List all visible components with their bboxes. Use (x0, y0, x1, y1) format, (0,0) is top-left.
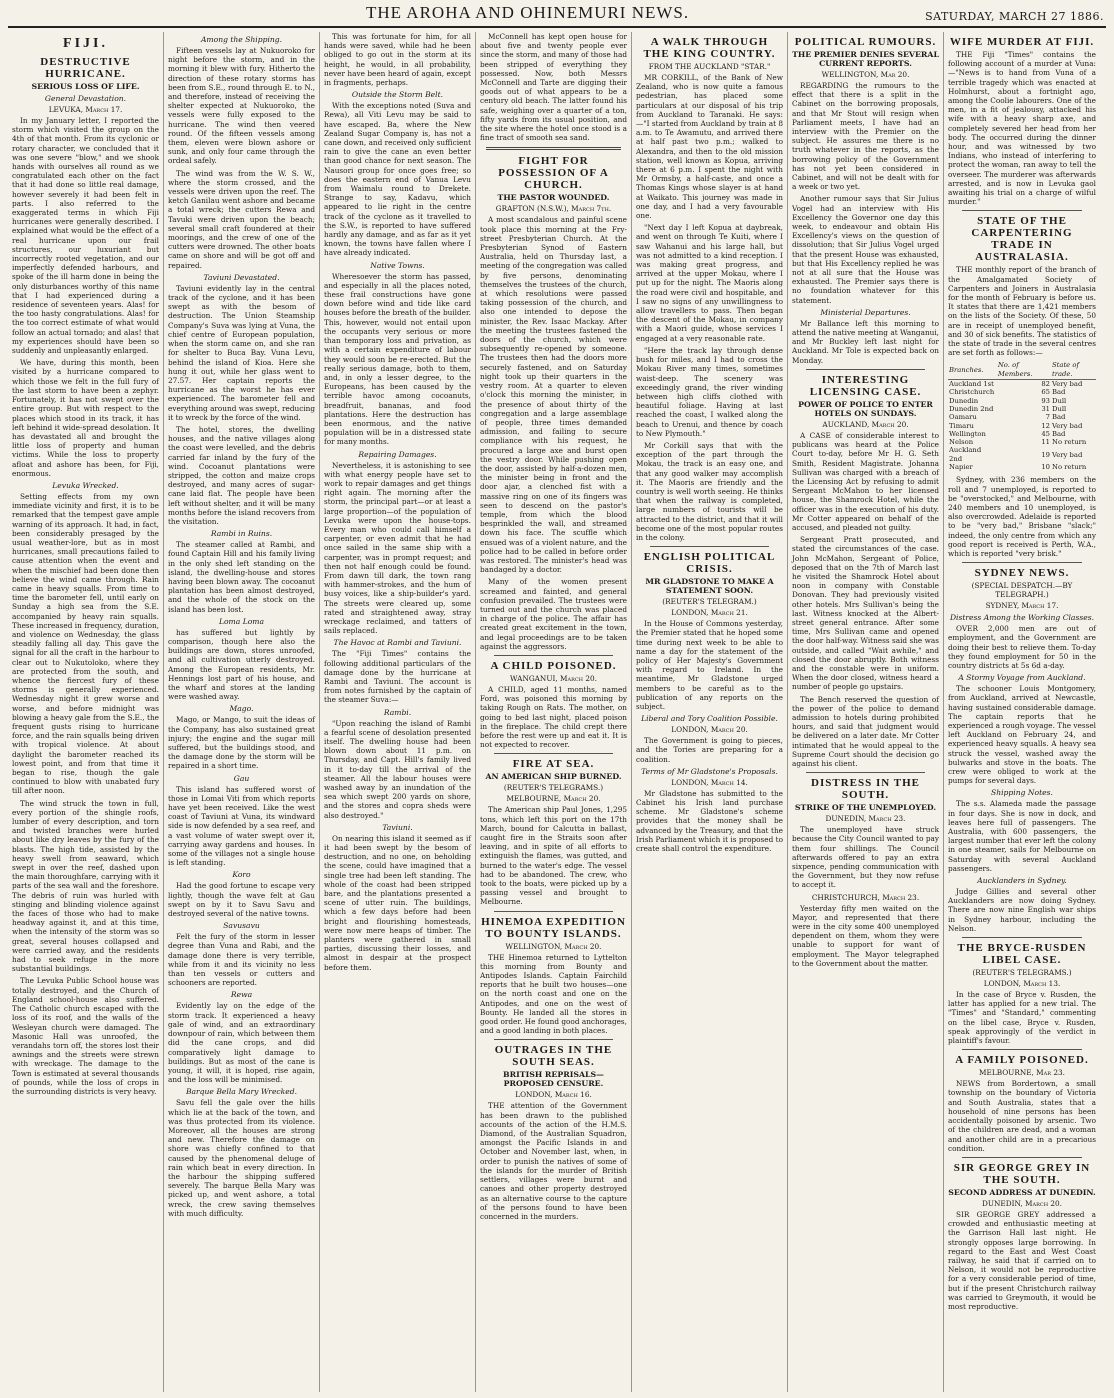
paragraph: Judge Gillies and several other Aucklanders are now doing Sydney. There are now nine English war ships in Sydney harbour, including the Nelson. (948, 887, 1096, 933)
divider (806, 772, 925, 773)
paragraph: Nevertheless, it is astonishing to see with what energy people have set to work to repair damages and get things right again. The morning after the storm, the principal part—or at least a large proportion—of the population of Levuka were upon the house-tops. Every man who could call himself a carpenter, or even admit that he had once sailed in the same ship with a carpenter, was in prompt request; and then not half enough could be found. From dawn till dark, the town rang with hammer-strokes, and the hum of busy voices, like a ship-builder's yard. The streets were cleared up, some rated and straightened away, stray wreckage reclaimed, and tatters of sails replaced. (324, 460, 471, 636)
newspaper-title: THE AROHA AND OHINEMURI NEWS. (365, 3, 690, 22)
paragraph: THE attention of the Government has been drawn to the published accounts of the action of the H.M.S. Diamond, of the Australian Squadron, amongst the Pacific Islands in and October and November last, when, in order to punish the natives of some of the islands for the murder of British settlers, villages were burnt and canoes and other property destroyed as an alternative course to the capture of the persons found to have been concerned in the murders. (480, 1101, 627, 1221)
section-shipping: Among the Shipping. (200, 35, 283, 44)
table-cell: Very bad (1052, 421, 1083, 430)
table-cell: Bad (1052, 413, 1066, 422)
dateline: WANGANUI, March 20. (510, 673, 597, 683)
table-cell: Timaru (949, 421, 974, 430)
table-row (948, 413, 1096, 421)
table-cell: Nelson (949, 438, 974, 447)
divider (494, 911, 613, 912)
table-row (948, 405, 1096, 413)
paragraph: "Here the track lay through dense bush for miles, and I had to cross the Mokau River many times, sometimes waist-deep. The scenery was exceedingly grand, the river winding between high cliffs clothed with beautiful foliage. Having at last reached the coast, I walked along the beach to Urenui, and thence by coach to New Plymouth." (636, 345, 783, 438)
section-departures: Ministerial Departures. (820, 307, 911, 317)
paragraph: In my January letter, I reported the storm which visited the group on the 4th of that month. From its cyclonic or rotary character, we concluded that it was one severe "blow," and we shook hands with ourselves all round as we congratulated each other on the fact that it had done so little real damage, however severely it had been felt in parts. I also referred to the exaggerated terms in which Fiji hurricanes were generally described. I explained what would be the effect of a real hurricane upon our frail structures, our luxuriant but incorrectly rooted vegetation, and our imperfectly defended harbours, and spoke of the ill harm done in being the only disturbances worthy of this name that I had experienced during a residence of seventeen years. Alas! for the too hasty congratulations. Alas! for the too correct estimate of what would follow an actual tornado; and alas! that my experiences should have been so suddenly and unpleasantly enlarged. (12, 116, 159, 356)
section-terms: Terms of Mr Gladstone's Proposals. (641, 766, 778, 776)
paragraph: The schooner Louis Montgomery, from Auckland, arrived at Newcastle, having sustained considerable damage. The captain reports that he experienced a rough voyage. The vessel left Auckland on February 24, and experienced heavy squalls. A heavy sea struck the vessel, washed away the bulwarks and stove in the boats. The crew were obliged to work at the pumps for several days. (948, 684, 1097, 786)
section-havoc: The Havoc at Rambi and Taviuni. (333, 638, 462, 648)
paragraph: Savu fell the gale over the hills which lie at the back of the town, and was thus protected from its violence. Moreover, all the houses are strong and new. Therefore the damage on shore was chiefly confined to that caused by the phenomenal deluge of rain which beat in every direction. In the harbour the shipping suffered severely. The barque Bella Mary was picked up, and went ashore, a total wreck, the crew saving themselves with much difficulty. (168, 1098, 315, 1218)
section-rewa: Rewa (230, 990, 253, 1000)
table-row (948, 438, 1096, 446)
paragraph: Mago, or Mango, to suit the ideas of the Company, has also sustained great injury; the engine and the sugar mill suffered, but the buildings stood, and the damage done by the storm will be repaired in a short time. (168, 715, 315, 771)
subhead-outrages: BRITISH REPRISALS—PROPOSED CENSURE. (503, 1070, 604, 1089)
paragraph: This island has suffered worst of those in Lomai Viti from which reports have yet been received. Like the west coast of Taviuni at Vuna, its windward side is now defended by a sea reef, and a vast volume of water swept over it, carrying away gardens and houses. In some of the villages not a single house is left standing. (168, 784, 315, 868)
paragraph: Mr Corkill says that with the exception of the part through the Mokau, the track is an easy one, and that any good walker may accomplish it. The Maoris are friendly and the country is well worth seeing. He thinks that when the railway is completed, large numbers of tourists will be attracted to the district, and that it will become one of the most popular routes in the colony. (636, 440, 783, 542)
paragraph: MR CORKILL, of the Bank of New Zealand, who is now quite a famous pedestrian, has placed some particulars at our disposal of his trip from Auckland to Taranaki. He says:—"I started from Auckland by train at 8 a.m. to Te Awamutu, and arrived there at half past two p.m.; walked to Alexandra, and then to the old mission station, well known as Kopua, arriving there at 6 p.m. I spent the night with Mr Ormsby, a half-caste, and once a Thomas Kings whose slayer is at hand at Waikato. This journey was made in one day, and I had a very favourable one. (636, 73, 783, 221)
section-distress: Distress Among the Working Classes. (949, 613, 1095, 623)
source-line: (SPECIAL DESPATCH.—BY TELEGRAPH.) (971, 581, 1073, 600)
section-stormy: A Stormy Voyage from Auckland. (958, 673, 1086, 683)
section-loma: Loma Loma (218, 616, 265, 626)
paragraph: In the House of Commons yesterday, the Premier stated that he hoped some time during next week to be able to name a day for the statement of the policy of Her Majesty's Government with regard to Ireland. In the meantime, Mr Gladstone urged members to be careful as to the publication of any reports on the subject. (636, 619, 783, 711)
paragraph: Setting effects from my own immediate vicinity and first, it is to be remarked that the tempest gave ample warning of its approach. It had, in fact, been considerably presaged by the usual weather-lore, but as in most hurricanes, small precautions failed to cause attention when the event and when the mischief had been done then believe the wind came through. Rain came in heavy squalls. From time to time the barometer fell, until early on Sunday a high sea from the S.E. accompanied by heavy rain squalls. These increased in frequency, duration, and violence on Wednesday, the glass steadily falling all day. This gave the signal for all the craft in the harbour to clear out to Nukutoloko, where they are protected from the south, and whence the fiercest fury of these storms is generally experienced. Wednesday night it grew worse and worse, and before midnight was blowing a heavy gale from the S.E., the frequent gusts rising to hurricane force, and the rain squalls being driven with tropical violence. At about daylight the barometer reached its lowest point, and from that time it began to rise, though the gale continued to blow with unabated fury till after noon. (12, 491, 159, 796)
paragraph: The Bench reserved the question of the power of the police to demand admission to hotels during prohibited hours, and said that judgment would be delivered on a later date. Mr Cotter intimated that he would appeal to the Supreme Court should the decision go against his client. (792, 694, 939, 768)
dateline: SYDNEY, March 17. (985, 601, 1059, 611)
subhead-fire: AN AMERICAN SHIP BURNED. (485, 772, 622, 782)
table-row (948, 463, 1096, 471)
table-cell: 93 (1041, 396, 1050, 405)
headline-rumours: POLITICAL RUMOURS. (794, 36, 937, 48)
table-cell: Oamaru (949, 413, 977, 422)
paragraph: NEWS from Bordertown, a small township on the boundary of Victoria and South Australia, states that a household of nine persons has been accidentally poisoned by arsenic. Two of the children are dead, and a woman and another child are in a precarious condition. (948, 1079, 1096, 1153)
table-header: State of trade. (1051, 360, 1096, 379)
paragraph: The wind struck the town in full, every portion of the shingle roofs, lumber of every description, and torn and twisted branches were hurled about like dry leaves by the fury of the blasts. The high tide, assisted by the heavy swell from seaward, which swept in over the reef, dashed upon the main thoroughfare, carrying with it parts of the sea wall and the foreshore. The debris of ruin was hurled with stinging and blinding violence against the faces of those who had to make headway against it, and at this time, when the intensity of the storm was so great, several houses collapsed and were carried away, and the residents had to seek refuge in the more substantial buildings. (12, 798, 159, 974)
dateline: MELBOURNE, Mar 23. (979, 1068, 1065, 1078)
divider (962, 1049, 1082, 1050)
column-7 (944, 32, 1100, 1392)
paragraph: Had the good fortune to escape very lightly, though the wave felt at Gau swept on by it to Savu Savu and destroyed several of the native towns. (168, 881, 315, 919)
source-line: (REUTER'S TELEGRAM.) (662, 597, 757, 607)
column-5 (632, 32, 788, 1392)
table-cell: Christchurch (949, 388, 995, 397)
column-6 (788, 32, 944, 1392)
dateline: LONDON, March 21. (671, 608, 748, 618)
headline-church: FIGHT FOR POSSESSION OF A CHURCH. (498, 155, 609, 192)
paragraph: SIR GEORGE GREY addressed a crowded and enthusiastic meeting at the Garrison Hall last night. He strongly opposes large borrowing. In regard to the East and West Coast railway, he said that if carried on to Nelson, it would not be reproductive for a very considerable period of time, but if the present Christchurch railway was carried to Greymouth, it would be most reproductive. (948, 1209, 1096, 1311)
section-taviuni: Taviuni Devastated. (203, 272, 280, 282)
table-cell: No return (1052, 463, 1087, 472)
paragraph: Mr Gladstone has submitted to the Cabinet his Irish land purchase scheme. Mr Gladstone's scheme provides that the money shall be advanced by the Treasury, and that the Irish Parliament which it is proposed to create shall control the expenditure. (636, 788, 783, 854)
table-cell: Auckland 2nd (949, 446, 982, 463)
section-coalition: Liberal and Tory Coalition Possible. (641, 714, 778, 724)
paragraph: Yesterday fifty men waited on the Mayor, and represented that there were in the city some 400 unemployed dependent on them, whom they were unable to support for want of employment. The Mayor telegraphed to the Government about the matter. (792, 903, 939, 968)
paragraph: Wheresoever the storm has passed, and especially in all the places noted, these frail constructions have gone down before wind and tide like card houses before the breath of the builder. This, however, would not entail upon the occupants very serious or more than temporary loss and privation, as with a certain expenditure of labour they would soon be re-erected. But the really serious damage, both to them, and, in only a lesser degree, to the Europeans, has been caused by the terrible havoc among cocoanuts, breadfruit, bananas, and food plantations. Here the destruction has been enormous, and the native population will be in a distressed state for many months. (324, 271, 471, 447)
divider (486, 147, 621, 150)
headline-crisis: ENGLISH POLITICAL CRISIS. (643, 551, 776, 576)
paragraph: REGARDING the rumours to the effect that there is a split in the Cabinet on the borrowing proposals, and that Mr Stout will resign when Parliament meets, I have had an interview with the Premier on the subject. He assures me there is no truth whatever in the reports, as the borrowing policy of the Government has not yet been considered in Cabinet, and will not be dealt with for a week or two yet. (792, 81, 939, 192)
section-gau: Gau (233, 773, 250, 783)
divider (494, 753, 613, 754)
paragraph: Fifteen vessels lay at Nukuoroko for night before the storm, and in the morning it blew with fury. Hitherto the direction of these rotary storms has been from S.E., round through E. to N., and therefore, instead of receiving the shelter expected at Nukuoroko, the vessels were fully exposed to the hurricane. The wind then veered round. Of the fifteen vessels among them, eleven were blown ashore or sunk, and only four came through the ordeal safely. (168, 46, 315, 166)
section-repairs: Repairing Damages. (358, 449, 437, 459)
divider (650, 546, 769, 547)
headline-fire: FIRE AT SEA. (512, 758, 595, 771)
issue-date: SATURDAY, MARCH 27 1886. (925, 10, 1104, 23)
paragraph: Evidently lay on the edge of the storm track. It experienced a heavy gale of wind, and an extraordinary downpour of rain, which between them did the cane crops, and did comparatively light damage to buildings. But as most of the cane is young, it will, it is hoped, rise again, and the loss will be minimised. (168, 1001, 315, 1085)
dateline: AUCKLAND, March 20. (822, 419, 909, 429)
table-cell: 12 (1041, 421, 1050, 430)
dateline: LONDON, March 16. (515, 1090, 592, 1100)
trade-table (948, 360, 1096, 471)
table-header: No. of Members. (997, 360, 1051, 379)
paragraph: On nearing this island it seemed as if it had been swept by the besom of destruction, and no one, on beholding the scene, could have imagined that a single tree had been left standing. The whole of the coast had been stripped bare, and the plantations presented a scene of utter ruin. The buildings, which a few days before had been bright and flourishing homesteads, were now mere heaps of timber. The planters were gathered in small parties, discussing their losses, and almost in despair at the prospect before them. (324, 833, 471, 972)
section-aucklanders: Aucklanders in Sydney. (977, 876, 1067, 886)
paragraph: has suffered but lightly by comparison, though here also the buildings are down, stores unroofed, and all cultivation utterly destroyed. Among the European residents, Mr. Hennings lost part of his house, and the wharf and stores at the landing were washed away. (168, 627, 315, 702)
trade-table-body (948, 380, 1096, 472)
table-header: Branches. (948, 360, 997, 379)
dateline: GRAFTON (N.S.W.), March 7th. (495, 204, 612, 214)
subhead-loss: SERIOUS LOSS OF LIFE. (31, 82, 140, 91)
section-bella-mary: Barque Bella Mary Wrecked. (185, 1087, 298, 1097)
dateline: DUNEDIN, March 20. (982, 1198, 1062, 1208)
dateline: LONDON, March 13. (983, 979, 1061, 989)
table-cell: 65 (1041, 388, 1050, 397)
headline-hurricane: DESTRUCTIVE HURRICANE. (40, 56, 131, 80)
subhead-rumours: THE PREMIER DENIES SEVERAL CURRENT REPORTS. (792, 50, 939, 68)
paragraph: Another rumour says that Sir Julius Vogel had an interview with His Excellency the Governor one day this week, to endeavour and obtain His Excellency's views on the question of dissolution; that Sir Julius Vogel urged that the present House was exhausted, but that His Excellency replied he was not at all sure that the House was exhausted. The Premier says there is no foundation whatever for this statement. (792, 194, 939, 305)
paragraph: Taviuni evidently lay in the central track of the cyclone, and it has been swept as with the besom of destruction. The Union Steamship Company's Suva was lying at Vuna, the chief centre of European population, when the storm came on, and she ran for shelter to Buca Bay. Vuna Levu, behind the island of Kioa. Here she hung it out, while her glass went to 27.57. Her captain reports the hurricane as the worst he has ever experienced. The barometer fell and everything around was swept, reducing it to wreck by the force of the wind. (168, 283, 315, 422)
paragraph: This was fortunate for him, for all hands were saved, while had he been obliged to go out in the storm at its height, he would, in all probability, never have been heard of again, except in fragments, perhaps. (324, 32, 471, 88)
table-row (948, 430, 1096, 438)
section-taviuni-2: Taviuni. (382, 822, 413, 832)
table-cell: Wellington (949, 429, 986, 438)
table-row (948, 397, 1096, 405)
headline-walk: A WALK THROUGH THE KING COUNTRY. (643, 36, 776, 60)
divider (494, 1039, 613, 1040)
paragraph: A CHILD, aged 11 months, named Ford, was poisoned this morning by taking Rough on Rats. The mother, on going to bed last night, placed poison in the fireplace. The child crept there before the rest were up and eat it. It is not expected to recover. (480, 684, 627, 750)
headline-family: A FAMILY POISONED. (955, 1054, 1089, 1067)
dateline: MELBOURNE, March 20. (506, 794, 601, 804)
columns (8, 32, 1106, 1392)
table-row (948, 446, 1096, 463)
section-levuka: Levuka Wrecked. (52, 480, 119, 490)
source-line: FROM THE AUCKLAND "STAR." (648, 62, 771, 71)
table-row (948, 388, 1096, 396)
paragraph: With the exceptions noted (Suva and Rewa), all Viti Levu may be said to have escaped. Ba, where the New Zealand Sugar Company is, has not a cane down, and received only sufficient rain to give the cane an even better than good chance for next season. The Nausori group for once goes free; so does the eastern end of Vanua Levu from Waimalu round to Drekete. Strange to say, Kadavu, which appeared to lie right in the centre track of the cyclone as it travelled to the S.W., is reported to have suffered hardly any damage, and as far as it yet known, the towns have fallen where I have already indicated. (324, 101, 471, 258)
headline-outrages: OUTRAGES IN THE SOUTH SEAS. (494, 1044, 613, 1069)
subhead-distress: STRIKE OF THE UNEMPLOYED. (794, 803, 937, 813)
table-header-row (948, 360, 1096, 379)
section-native-towns: Native Towns. (370, 260, 425, 270)
paragraph: The Levuka Public School house was totally destroyed, and the Church of England school-house also suffered. The Catholic church escaped with the loss of its roof, and the walls of the Wesleyan church were damaged. The Masonic Hall was unroofed, the verandahs torn off, the stores lost their awnings and the streets were strewn with wreckage. The damage to the Town is estimated at several thousands of pounds, while the loss of crops in the surrounding districts is very heavy. (12, 976, 159, 1096)
paragraph: We have, during this month, been visited by a hurricane compared to which those we felt in the full fury of the last storm to have been a zephyr. Fortunately, it has not swept over the entire group. But with respect to the places which stood in its track, it has left behind it wide-spread desolation. It has devastated all and brought the little loss of property and human victims. While the loss to property afloat and ashore has been, for Fiji, enormous. (12, 358, 159, 478)
paragraph: THE Fiji "Times" contains the following account of a murder at Vuna:—"News is to hand from Vuna of a terrible tragedy which was enacted at Holmhurst, about a fortnight ago, among the Coolie labourers. One of the men, in a fit of jealousy, attacked his wife with a heavy sharp axe, and completely severed her head from her body. The occurred during the dinner hour, and was witnessed by two Indians, who instead of interfering to protect the woman, ran away to tell the overseer. The murderer was afterwards arrested, and is now in Levuka gaol awaiting his trial on a charge of wilful murder." (948, 50, 1096, 207)
headline-libel: THE BRYCE-RUSDEN LIBEL CASE. (957, 942, 1087, 967)
table-cell: Dunedin 2nd (949, 404, 994, 413)
section-shipping-notes: Shipping Notes. (991, 788, 1053, 798)
table-row (948, 422, 1096, 430)
paragraph: The Government is going to pieces, and the Tories are preparing for a coalition. (636, 736, 783, 764)
dateline: LONDON, March 14. (671, 777, 748, 787)
table-cell: 19 (1041, 450, 1050, 459)
dateline: LEVUKA, March 17. (48, 105, 123, 114)
table-cell: 11 (1041, 438, 1050, 447)
paragraph: Felt the fury of the storm in lesser degree than Vuna and Rabi, and the damage done there is very terrible, while from it and its vicinity no less than ten vessels or cutters and schooners are reported. (168, 932, 315, 988)
table-cell: No return (1052, 438, 1087, 447)
divider (962, 210, 1082, 211)
table-row (948, 380, 1096, 389)
source-line: (REUTER'S TELEGRAMS.) (972, 968, 1072, 978)
section-koro: Koro (232, 870, 251, 880)
dateline: CHRISTCHURCH, March 23. (811, 892, 920, 902)
headline-sydney: SYDNEY NEWS. (974, 567, 1070, 580)
paragraph: The s.s. Alameda made the passage in four days. She is now in dock, and leaves here full of passengers. The Australia, with 600 passengers, the largest number that ever left the colony in one steamer, sails for Melbourne on Saturday with several Auckland passengers. (948, 799, 1096, 873)
subhead-crisis: MR GLADSTONE TO MAKE A STATEMENT SOON. (645, 577, 774, 596)
table-cell: 10 (1041, 463, 1050, 472)
subhead-grey: SECOND ADDRESS AT DUNEDIN. (948, 1187, 1096, 1197)
column-2 (164, 32, 320, 1392)
divider (962, 562, 1082, 563)
masthead (8, 3, 1106, 28)
dateline: WELLINGTON, March 20. (505, 941, 602, 951)
table-cell: 31 (1041, 404, 1050, 413)
paragraph: Sergeant Pratt prosecuted, and stated the circumstances of the case. John McMahon, Sergeant of Police, deposed that on the 7th of March last he visited the Shamrock Hotel about noon in company with Constable Donovan. They had previously visited other hotels. Mrs Sullivan's being the last. Witness knocked at the Albert-street general entrance. After some time, Mrs Sullivan came and opened the door half-way. Witness said she was outside, and called "Wait awhile," and closed the door abruptly. Both witness and the constable were in uniform. When the door closed, witness heard a number of people go upstairs. (792, 535, 939, 692)
table-cell: Very bad (1052, 380, 1083, 389)
column-3 (320, 32, 476, 1392)
subhead-licensing: POWER OF POLICE TO ENTER HOTELS ON SUNDAYS. (798, 399, 933, 418)
dateline: LONDON, March 20. (671, 725, 748, 735)
divider (806, 369, 925, 370)
paragraph: "Next day I left Kopua at daybreak, and went on through Te Kuiti, where I saw Wahanui and his large hall, but was not admitted to a kind reception. I was making great progress, and arrived at the upper Mokau, where I put up for the night. The Maoris along the road were civil and hospitable, and I saw no signs of any unwillingness to allow travellers to pass. Then began the descent of the Mokau, in company with a Maori guide, whose services I engaged at a very reasonable rate. (636, 223, 783, 343)
table-cell: Bad (1052, 429, 1066, 438)
section-savusavu: Savusavu (223, 921, 260, 931)
table-cell: Dull (1052, 396, 1067, 405)
paragraph: In the case of Bryce v. Rusden, the latter has applied for a new trial. The "Times" and "Standard," commenting on the libel case, Bryce v. Rusden, speak approvingly of the verdict in plaintiff's favour. (948, 990, 1096, 1046)
headline-fiji: FIJI. (63, 36, 108, 51)
headline-hinemoa: HINEMOA EXPEDITION TO BOUNTY ISLANDS. (481, 915, 626, 940)
table-cell: 7 (1045, 413, 1050, 422)
paragraph: The hotel, stores, the dwelling houses, and the native villages along the coast were levelled, and the debris carried far inland by the fury of the wind. Cocoanut plantations were stripped, the cotton and maize crops destroyed, and many acres of sugar-cane laid flat. The people have been left without shelter, and it will be many months before the island recovers from the visitation. (168, 424, 315, 526)
dateline: DUNEDIN, March 23. (825, 814, 906, 824)
paragraph: The American ship Paul Jones, 1,295 tons, which left this port on the 17th March, bound for Calcutta in ballast, caught fire in the Straits soon after leaving, and in spite of all efforts to extinguish the flames, was gutted, and burned to the water's edge. The vessel had to be abandoned. The crew, who took to the boats, were picked up by a passing vessel and brought to Melbourne. (480, 805, 627, 907)
paragraph: The steamer called at Rambi, and found Captain Hill and his family living in the only shed left standing on the island, the dwelling-house and stores having been blown away. The cocoanut plantation has been almost destroyed, and the whole of the stock on the island has been lost. (168, 540, 315, 614)
section-mago: Mago. (229, 704, 254, 714)
table-cell: Napier (949, 463, 973, 472)
headline-grey: SIR GEORGE GREY IN THE SOUTH. (953, 1161, 1091, 1186)
section-rambi-2: Rambi. (383, 707, 412, 717)
paragraph: The "Fiji Times" contains the following additional particulars of the damage done by the hurricane at Rambi and Taviuni. The account is from notes furnished by the captain of the steamer Suva:— (324, 649, 471, 705)
section-storm-belt: Outside the Storm Belt. (351, 90, 444, 100)
paragraph: Sydney, with 236 members on the roll and 7 unemployed, is reported to be "overstocked," and Melbourne, with 240 members and 10 unemployed, is also overcrowded. Adelaide is reported to be "very bad," Brisbane "slack;" indeed, the only centre from which any good report is received is Perth, W.A., which is reported "very brisk." (948, 475, 1096, 558)
divider (962, 937, 1082, 938)
paragraph: McConnell has kept open house for about five and twenty people ever since the storm, and many of those had been stripped of everything they possessed. Now, both Messrs McConnell and Tarte are digging their goods out of what appears to be a century old beach. The latter found his safe, weighing over a quarter of a ton, fifty yards from its usual position, and the site where the hotel once stood is a fine tract of smooth sea sand. (480, 32, 627, 143)
paragraph: A CASE of considerable interest to publicans was heard at the Police Court to-day, before Mr H. G. Seth Smith, Resident Magistrate. Johanna Sullivan was charged with a breach of the Licensing Act by refusing to admit Sergeant McMahon to her licensed house, the Shamrock Hotel, while the officer was in the execution of his duty. Mr Cotter appeared on behalf of the accused, and pleaded not guilty. (792, 430, 939, 532)
column-4 (476, 32, 632, 1392)
table-cell: Bad (1052, 388, 1066, 397)
table-cell: Dull (1052, 404, 1067, 413)
column-1 (8, 32, 164, 1392)
headline-trade: STATE OF THE CARPENTERING TRADE IN AUSTRALASIA. (971, 215, 1073, 264)
table-cell: 45 (1041, 429, 1050, 438)
headline-distress: DISTRESS IN THE SOUTH. (811, 777, 920, 802)
paragraph: THE monthly report of the branch of the Amalgamated Society of Carpenters and Joiners in Australasia for the month of February is before us. It states that there are 1,421 members on the lists of the Society. Of these, 50 are in receipt of unemployed benefit, and 30 of sick benefits. The statistics of the state of trade in the several centres are set forth as follows:— (948, 265, 1096, 358)
table-cell: Dunedin (949, 396, 979, 405)
paragraph: A most scandalous and painful scene took place this morning at the Fry-street Presbyterian Church. At the Presbyterian Synod of Eastern Australia, held on Thursday last, a meeting of the congregation was called by five persons, denominating themselves the trustees of the church, at which resolutions were passed taking possession of the church, and also one intended to depose the minister, the Rev. Isaac Mackay. After the meeting the trustees fastened the doors of the church, which were subsequently re-opened by someone. The trustees then had the doors more securely fastened, and on Saturday night took up their quarters in the vestry room. At a quarter to eleven o'clock this morning the minister, in the presence of about thirty of the congregation and a large assemblage of people, three times demanded admission, and failing to secure compliance with his request, he procured a large axe and burst open the vestry door. While pushing open the door, assisted by half-a-dozen men, the minister being in front and the door ajar, a clenched fist with a massive ring on one of its fingers was seen to descend on the pastor's temple, from which the blood besprinkled the wall, and streamed down his face. The scuffle which ensued was of a violent nature, and the police had to be called in before order was restored. The minister's head was bandaged by a doctor. (480, 215, 627, 575)
subhead-pastor: THE PASTOR WOUNDED. (497, 193, 610, 203)
paragraph: "Upon reaching the island of Rambi a fearful scene of desolation presented itself. The dwelling house had been blown down about 11 p.m. on Thursday, and Capt. Hill's family lived in it to-day till the arrival of the steamer. All the labour houses were washed away by an inundation of the sea which swept 200 yards on shore, and the stores and copra sheds were also destroyed." (324, 718, 471, 820)
table-cell: 82 (1041, 380, 1050, 389)
section-general: General Devastation. (44, 94, 127, 103)
paragraph: THE Hinemoa returned to Lyttelton this morning from Bounty and Antipodes Islands. Captain Fairchild reports that he built two houses—one on the north coast and one on the Antipodes, and one on the west of Bounty. He landed all the stores in good order. He found good anchorages, and a good landing in both places. (480, 952, 627, 1036)
paragraph: Many of the women present screamed and fainted, and general confusion prevailed. The trustees were turned out and the church was placed in charge of the police. The affair has created great excitement in the town, and legal proceedings are to be taken against the aggressors. (480, 577, 627, 651)
paragraph: Mr Ballance left this morning to attend the native meeting at Wanganui, and Mr Buckley left last night for Auckland. Mr Tole is expected back on Monday. (792, 318, 939, 365)
table-cell: Very bad (1052, 450, 1083, 459)
paragraph: The unemployed have struck because the City Council wanted to pay them four shillings. The Council afterwards offered to pay an extra sixpence, pending communication with the Government, but they now refuse to accept it. (792, 825, 939, 890)
section-rambi: Rambi in Ruins. (210, 529, 273, 539)
table-cell: Auckland 1st (949, 380, 994, 389)
headline-child: A CHILD POISONED. (490, 659, 617, 672)
headline-murder: WIFE MURDER AT FIJI. (949, 36, 1095, 48)
divider (494, 655, 613, 656)
divider (962, 1157, 1082, 1158)
dateline: WELLINGTON, Mar 20. (821, 70, 910, 79)
paragraph: The wind was from the W. S. W., where the storm crossed, and the vessels were driven upon the reef. The ketch Ganilau went ashore and became a total wreck; the cutters Rewa and Tavuki were driven upon the beach; several small craft foundered at their moorings, and the crew of one of the cutters were drowned. The other boats came on shore and will be got off and repaired. (168, 168, 315, 270)
headline-licensing: INTERESTING LICENSING CASE. (809, 373, 922, 398)
source-line: (REUTER'S TELEGRAMS.) (503, 783, 604, 793)
paragraph: OVER 2,000 men are out of employment, and the Government are doing their best to relieve them. To-day they found employment for 50 in the country districts at 5s 6d a-day. (948, 624, 1096, 670)
